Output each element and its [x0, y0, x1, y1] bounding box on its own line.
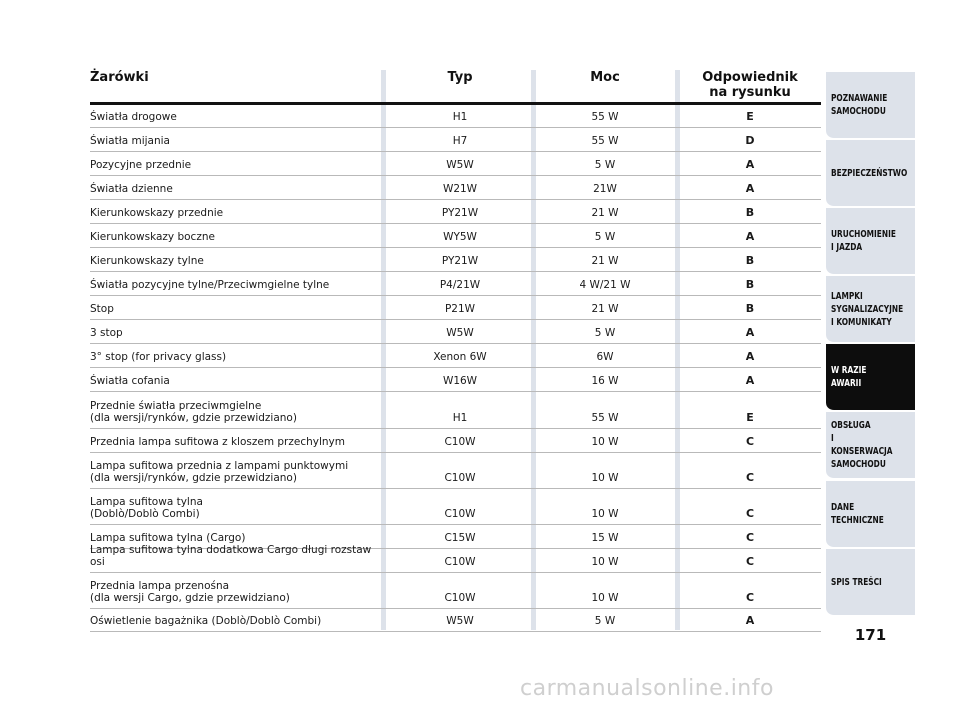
- nav-tab-label: BEZPIECZEŃSTWO: [831, 167, 908, 179]
- table-row: [90, 224, 821, 248]
- table-row: [90, 200, 821, 224]
- bulb-power: 55 W: [591, 135, 619, 147]
- table-row: [90, 248, 821, 272]
- bulb-power: 10 W: [591, 508, 619, 520]
- bulb-power: 10 W: [591, 472, 619, 484]
- bulb-type: PY21W: [441, 255, 479, 267]
- bulb-type: W21W: [442, 183, 478, 195]
- bulb-type: H7: [452, 135, 468, 147]
- nav-tab-5[interactable]: [826, 412, 915, 479]
- bulb-reference: A: [745, 374, 755, 387]
- bulb-name: Kierunkowskazy tylne: [90, 255, 204, 267]
- header-bulbs: Żarówki: [90, 70, 149, 85]
- bulb-type: C10W: [444, 556, 476, 568]
- bulb-name: Lampa sufitowa przednia z lampami punktowymi (dla wersji/rynków, gdzie przewidziano): [90, 460, 349, 484]
- bulb-power: 6W: [596, 351, 614, 363]
- bulb-reference: C: [745, 507, 755, 520]
- bulb-type: Xenon 6W: [433, 351, 487, 363]
- nav-tab-label: DANE TECHNICZNE: [831, 502, 884, 526]
- header-reference-line1: Odpowiednik: [702, 70, 798, 85]
- nav-tab-label: SPIS TREŚCI: [831, 576, 882, 588]
- bulb-type: W5W: [446, 327, 474, 339]
- table-row: [90, 176, 821, 200]
- bulb-reference: B: [745, 206, 755, 219]
- header-type: Typ: [447, 70, 473, 85]
- nav-tab-label: OBSŁUGA I KONSERWACJA SAMOCHODU: [831, 420, 893, 470]
- bulb-reference: E: [746, 411, 754, 424]
- table-row: [90, 128, 821, 152]
- bulb-type: C15W: [444, 532, 476, 544]
- table-row: [90, 489, 821, 525]
- bulb-name: Przednie światła przeciwmgielne (dla wersji/rynków, gdzie przewidziano): [90, 400, 297, 424]
- bulb-type: C10W: [444, 472, 476, 484]
- nav-tab-6[interactable]: [826, 481, 915, 548]
- bulb-name: Światła mijania: [90, 135, 170, 147]
- bulb-reference: A: [745, 230, 755, 243]
- nav-tab-label: W RAZIE AWARII: [831, 365, 867, 389]
- bulb-power: 10 W: [591, 592, 619, 604]
- header-reference-line2: na rysunku: [709, 85, 791, 100]
- table-row: [90, 544, 821, 573]
- bulb-reference: B: [745, 254, 755, 267]
- bulb-name: Lampa sufitowa tylna (Doblò/Doblò Combi): [90, 496, 203, 520]
- bulb-type: C10W: [444, 508, 476, 520]
- bulb-reference: B: [745, 302, 755, 315]
- bulb-power: 55 W: [591, 412, 619, 424]
- page-number: 171: [854, 626, 887, 644]
- bulb-name: Oświetlenie bagażnika (Doblò/Doblò Combi): [90, 615, 322, 627]
- bulb-name: 3° stop (for privacy glass): [90, 351, 227, 363]
- nav-tab-label: LAMPKI SYGNALIZACYJNE I KOMUNIKATY: [831, 290, 904, 328]
- bulb-reference: A: [745, 614, 755, 627]
- bulb-reference: A: [745, 158, 755, 171]
- table-row: [90, 344, 821, 368]
- bulb-type: W5W: [446, 615, 474, 627]
- table-row: [90, 429, 821, 453]
- table-row: [90, 320, 821, 344]
- bulb-reference: A: [745, 350, 755, 363]
- bulb-name: Lampa sufitowa tylna (Cargo): [90, 532, 246, 544]
- nav-tab-7[interactable]: [826, 549, 915, 616]
- bulb-reference: C: [745, 531, 755, 544]
- nav-tab-2[interactable]: [826, 208, 915, 275]
- bulb-name: Kierunkowskazy boczne: [90, 231, 215, 243]
- table-row: [90, 609, 821, 632]
- bulb-name: Przednia lampa sufitowa z kloszem przechylnym: [90, 436, 345, 448]
- bulb-name: Przednia lampa przenośna (dla wersji Cargo, gdzie przewidziano): [90, 580, 290, 604]
- table-row: [90, 296, 821, 320]
- table-row: [90, 152, 821, 176]
- bulb-type: H1: [452, 111, 468, 123]
- bulb-reference: D: [745, 134, 755, 147]
- bulb-power: 16 W: [591, 375, 619, 387]
- bulb-power: 10 W: [591, 436, 619, 448]
- bulb-power: 10 W: [591, 556, 619, 568]
- table-row: [90, 105, 821, 128]
- bulb-type: C10W: [444, 592, 476, 604]
- table-row: [90, 368, 821, 392]
- bulb-type: H1: [452, 412, 468, 424]
- bulb-name: Kierunkowskazy przednie: [90, 207, 224, 219]
- header-reference: [680, 70, 820, 100]
- bulb-name: Pozycyjne przednie: [90, 159, 192, 171]
- nav-tab-4[interactable]: [826, 344, 915, 411]
- bulb-name: Światła pozycyjne tylne/Przeciwmgielne tylne: [90, 279, 330, 291]
- bulb-reference: C: [745, 591, 755, 604]
- bulb-name: Światła dzienne: [90, 183, 173, 195]
- bulb-name: Światła cofania: [90, 375, 170, 387]
- nav-tab-3[interactable]: [826, 276, 915, 343]
- bulb-power: 5 W: [594, 159, 616, 171]
- nav-tab-0[interactable]: [826, 72, 915, 139]
- bulb-power: 4 W/21 W: [579, 279, 631, 291]
- bulb-type: WY5W: [443, 231, 477, 243]
- bulb-type: P21W: [444, 303, 476, 315]
- bulb-reference: C: [745, 435, 755, 448]
- watermark: carmanualsonline.info: [520, 676, 774, 701]
- nav-tab-label: URUCHOMIENIE I JAZDA: [831, 229, 896, 253]
- table-row: [90, 392, 821, 429]
- bulb-name: Lampa sufitowa tylna dodatkowa Cargo długi rozstaw osi: [90, 544, 372, 568]
- bulb-name: Stop: [90, 303, 114, 315]
- header-power: Moc: [590, 70, 620, 85]
- bulb-reference: C: [745, 471, 755, 484]
- bulb-reference: B: [745, 278, 755, 291]
- bulb-power: 15 W: [591, 532, 619, 544]
- bulb-power: 21W: [593, 183, 617, 195]
- table-row: [90, 272, 821, 296]
- bulb-reference: C: [745, 555, 755, 568]
- bulb-power: 5 W: [594, 231, 616, 243]
- bulb-reference: A: [745, 326, 755, 339]
- bulb-power: 21 W: [591, 207, 619, 219]
- table-row: [90, 573, 821, 609]
- bulb-type: PY21W: [441, 207, 479, 219]
- table-row: [90, 453, 821, 489]
- bulb-power: 55 W: [591, 111, 619, 123]
- bulb-reference: A: [745, 182, 755, 195]
- bulb-power: 21 W: [591, 255, 619, 267]
- bulb-type: C10W: [444, 436, 476, 448]
- bulb-type: W5W: [446, 159, 474, 171]
- bulb-reference: E: [746, 110, 754, 123]
- nav-tab-1[interactable]: [826, 140, 915, 207]
- bulb-name: 3 stop: [90, 327, 123, 339]
- bulb-power: 5 W: [594, 615, 616, 627]
- bulb-type: P4/21W: [439, 279, 481, 291]
- bulb-type: W16W: [442, 375, 478, 387]
- bulb-power: 5 W: [594, 327, 616, 339]
- nav-tab-label: POZNAWANIE SAMOCHODU: [831, 93, 888, 117]
- bulb-name: Światła drogowe: [90, 111, 177, 123]
- bulb-power: 21 W: [591, 303, 619, 315]
